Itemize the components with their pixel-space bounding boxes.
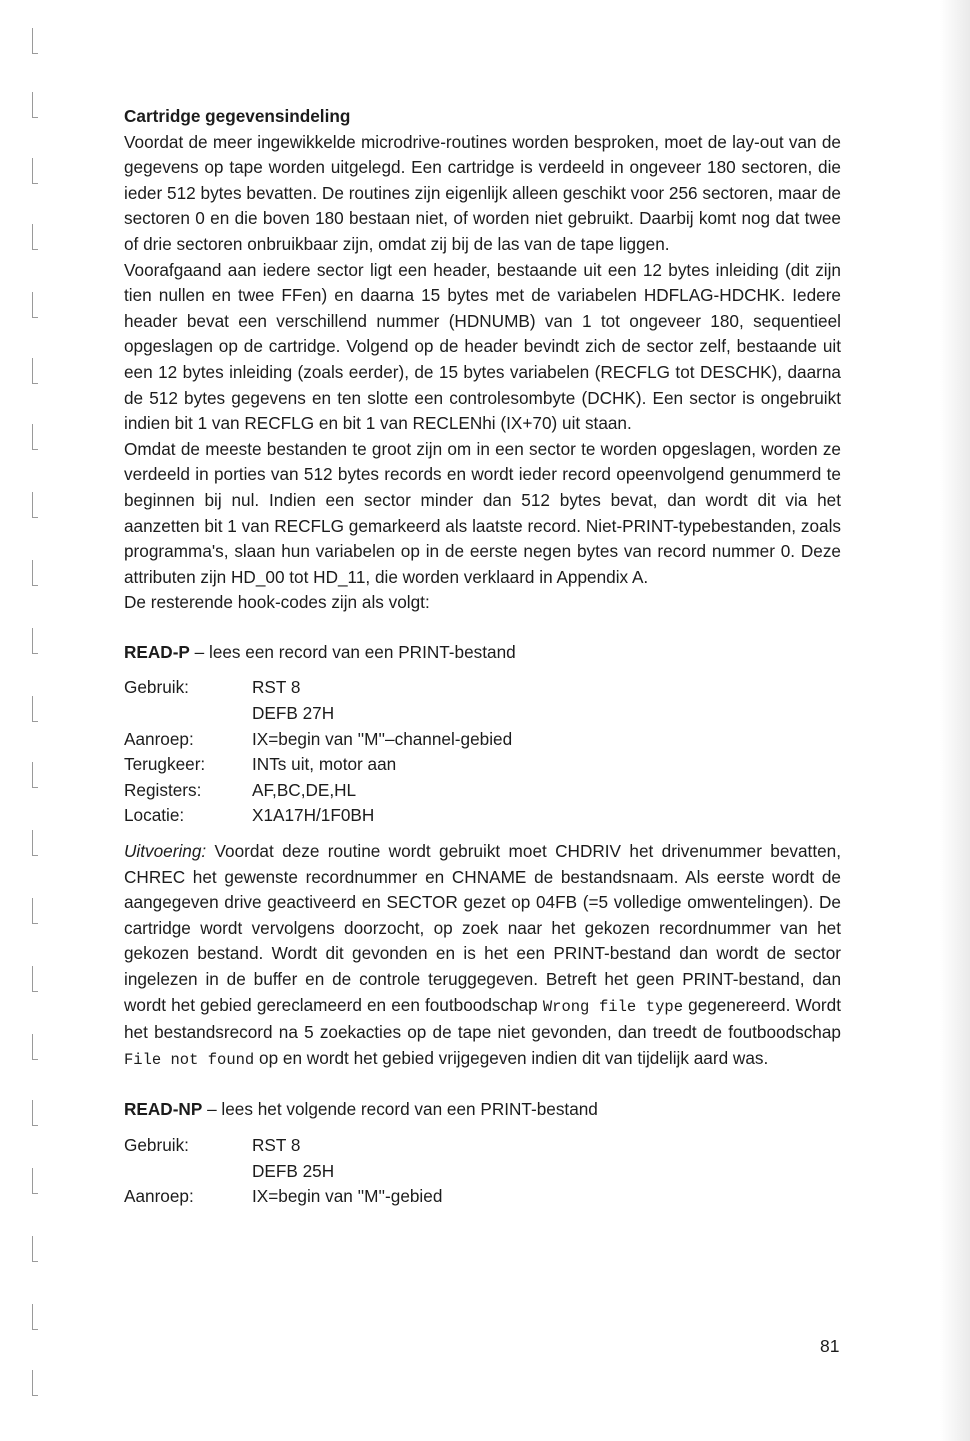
spec-row: Terugkeer: INTs uit, motor aan	[124, 754, 397, 775]
error-message-wrong-file-type: Wrong file type	[542, 997, 684, 1016]
page-content	[124, 104, 841, 1210]
page-number: 81	[820, 1336, 840, 1356]
page-edge-shadow	[940, 0, 970, 1441]
spec-row: Gebruik: RST 8	[124, 677, 301, 698]
read-np-desc: – lees het volgende record van een PRINT-bestand	[202, 1099, 598, 1120]
spec-row: DEFB 25H	[252, 1160, 335, 1181]
spec-row: DEFB 27H	[252, 703, 335, 724]
spec-row: Aanroep: IX=begin van ''M''–channel-gebied	[124, 728, 513, 749]
read-p-title	[124, 640, 841, 666]
read-p-desc: – lees een record van een PRINT-bestand	[189, 641, 516, 662]
paragraph-header: Voorafgaand aan iedere sector ligt een header, bestaande uit een 12 bytes inleiding (dit zijn tien nullen en twee FFen) en daarna 15 bytes met de variabelen HDFLAG-HDCHK. Iedere header bevat een verschillend nummer (HDNUMB) van 1 tot ongeveer 180, sequentieel opgeslagen op de cartridge. Volgend op de header bevindt zich de sector zelf, bestaande uit een 12 bytes inleiding (zoals eerder), de 15 bytes variabelen (RECFLG tot DESCHK), daarna de 512 bytes gegevens en ten slotte een controlesombyte (DCHK). Een sector is ongebruikt indien bit 1 van RECFLG en bit 1 van RECLENhi (IX+70) uit staan.	[124, 259, 841, 434]
read-p-name: READ-P	[124, 641, 190, 662]
spec-row: Gebruik: RST 8	[124, 1134, 301, 1155]
spec-row: Locatie: X1A17H/1F0BH	[124, 805, 375, 826]
section-heading: Cartridge gegevensindeling	[124, 106, 351, 126]
spec-row: Registers: AF,BC,DE,HL	[124, 779, 357, 800]
read-np-spec-table	[124, 1133, 442, 1210]
read-np-title	[124, 1097, 841, 1123]
spec-row: Aanroep: IX=begin van ''M''-gebied	[124, 1186, 443, 1207]
read-np-name: READ-NP	[124, 1099, 203, 1120]
read-p-spec-table	[124, 675, 512, 829]
paragraph-hook-intro: De resterende hook-codes zijn als volgt:	[124, 592, 430, 613]
paragraph-records: Omdat de meeste bestanden te groot zijn om in een sector te worden opgeslagen, worden ze verdeeld in porties van 512 bytes records en wordt ieder record opeenvolgend genummerd te beginnen bij nul. Indien een sector minder dan 512 bytes bevat, dan wordt dit via het aanzetten bit 1 van RECFLG gemarkeerd als laatste record. Niet-PRINT-typebestanden, zoals programma's, slaan hun variabelen op in de eerste negen bytes van record nummer 0. Deze attributen zijn HD_00 tot HD_11, die worden verklaard in Appendix A.	[124, 438, 841, 587]
binding-marks	[22, 0, 42, 1441]
read-p-execution: Uitvoering: Voordat deze routine wordt gebruikt moet CHDRIV het drivenummer bevatten, CHREC het gewenste recordnummer en CHNAME de bestandsnaam. Als eerste wordt de aangegeven drive geactiveerd en SECTOR gezet op 04FB (=5 volledige omwentelingen). De cartridge wordt vervolgens doorzocht, op zoek naar het gekozen recordnummer van het gekozen bestand. Wordt dit gevonden en is het een PRINT-bestand dan wordt de sector ingelezen in de buffer en de controle teruggegeven. Betreft het geen PRINT-bestand, dan wordt het gebied gereclameerd en een foutboodschap Wrong file type gegenereerd. Wordt het bestandsrecord na 5 zoekacties op de tape niet gevonden, dan treedt de foutboodschap File not found op en wordt het gebied vrijgegeven indien dit van tijdelijk aard was.	[124, 841, 841, 1069]
error-message-file-not-found: File not found	[124, 1050, 255, 1069]
execution-label: Uitvoering:	[124, 841, 207, 862]
paragraph-layout-intro: Voordat de meer ingewikkelde microdrive-routines worden besproken, moet de lay-out van de gegevens op tape worden uitgelegd. Een cartridge is verdeeld in ongeveer 180 sectoren, die ieder 512 bytes bevatten. De routines zijn eigenlijk alleen geschikt voor 256 sectoren, maar de sectoren 0 en die boven 180 bestaan niet, of worden niet gebruikt. Daarbij komt nog dat twee of drie sectoren onbruikbaar zijn, omdat zij bij de las van de tape liggen.	[124, 131, 841, 254]
